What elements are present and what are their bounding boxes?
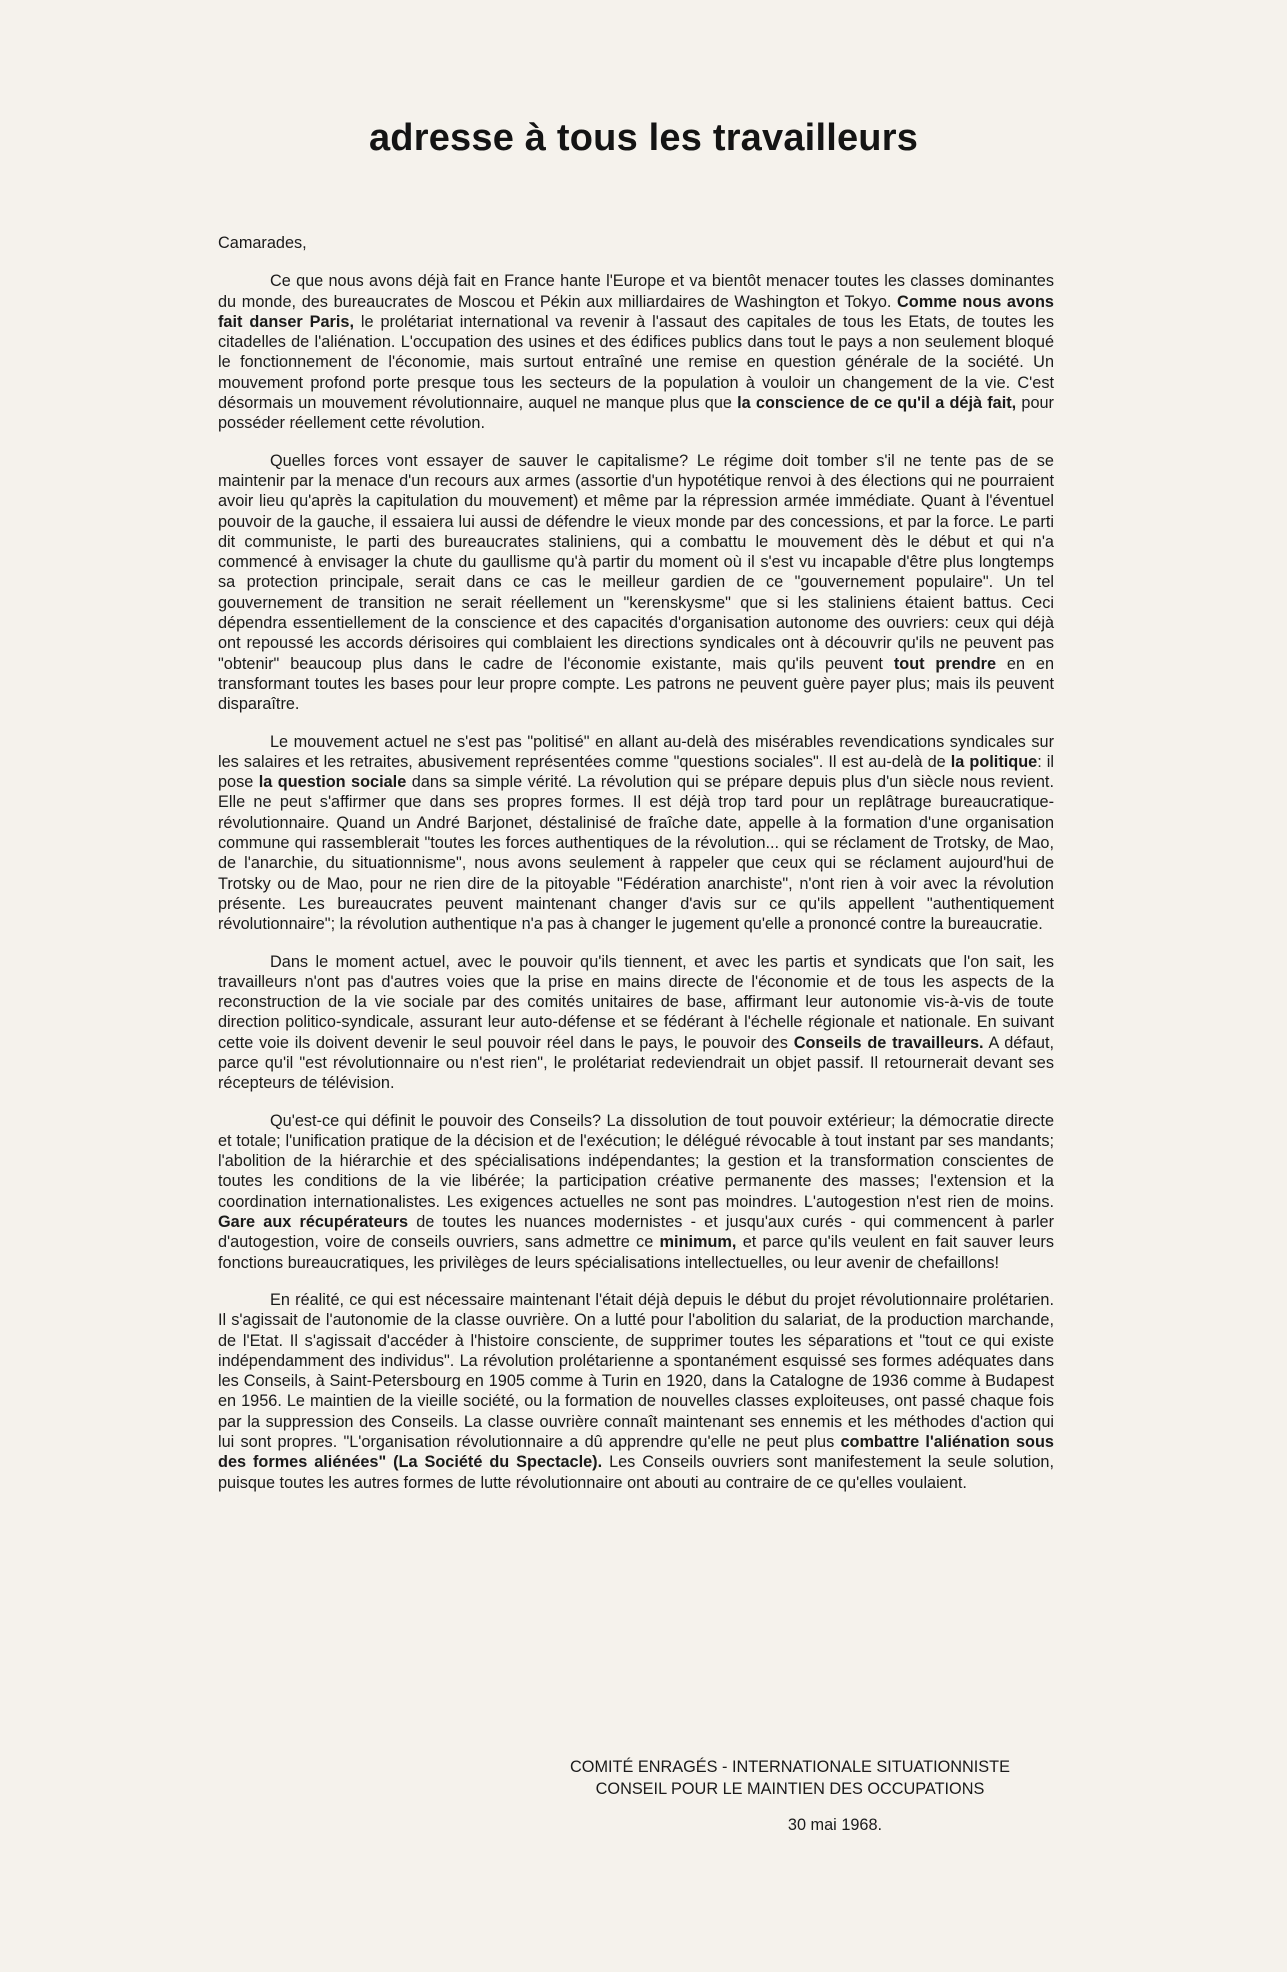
- paragraph-2: [218, 451, 1054, 715]
- text-run: dans sa simple vérité. La révolution qui se prépare depuis plus d'un siècle nous revient. Elle ne peut s'affirmer que dans ses propres formes. Il est déjà trop tard pour un replâtrage bureaucratique-révolutionnaire. Quand un André Barjonet, déstalinisé de fraîche date, appelle à la formation d'une organisation commune qui rassemblerait "toutes les forces authentiques de la révolution... qui se réclament de Trotsky, de Mao, de l'anarchie, du situationnisme", nous avons seulement à rappeler que ceux qui se réclament aujourd'hui de Trotsky ou de Mao, pour ne rien dire de la pitoyable "Fédération anarchiste", n'ont rien à voir avec la révolution présente. Les bureaucrates peuvent maintenant changer d'avis sur ce qu'ils appellent "authentiquement révolutionnaire"; la révolution authentique n'a pas à changer le jugement qu'elle a prononcé contre la bureaucratie.: [218, 773, 1054, 934]
- text-run: Les Conseils ouvriers sont manifestement la seule solution, puisque toutes les autres formes de lutte révolutionnaire ont abouti au contraire de ce qu'elles voulaient.: [218, 1453, 1055, 1492]
- document-body: [218, 233, 1054, 1493]
- signature-block: [520, 1756, 1060, 1836]
- bold-phrase: combattre l'aliénation sous des formes aliénées" (La Société du Spectacle).: [218, 1433, 1054, 1472]
- text-run: le prolétariat international va revenir à l'assaut des capitales de tous les Etats, de toutes les citadelles de l'aliénation. L'occupation des usines et des édifices publics dans tout le pays a non seulement bloqué le fonctionnement de l'économie, mais surtout entraîné une remise en question générale de la société. Un mouvement profond porte presque tous les secteurs de la population à vouloir un changement de la vie. C'est désormais un mouvement révolutionnaire, auquel ne manque plus que: [218, 312, 1055, 413]
- paragraph-5: [218, 1111, 1054, 1273]
- text-run: Quelles forces vont essayer de sauver le capitalisme? Le régime doit tomber s'il ne tente pas de se maintenir par la menace d'un recours aux armes (assortie d'un hypotétique renvoi à des élections qui ne pourraient avoir lieu qu'après la capitulation du mouvement) et même par la répression armée immédiate. Quant à l'éventuel pouvoir de la gauche, il essaiera lui aussi de défendre le vieux monde par des concessions, et par la force. Le parti dit communiste, le parti des bureaucrates staliniens, qui a combattu le mouvement dès le début et qui n'a commencé à envisager la chute du gaullisme qu'à partir du moment où il s'est vu incapable d'être plus longtemps sa protection principale, serait dans ce cas le meilleur gardien de ce "gouvernement populaire". Un tel gouvernement de transition ne serait réellement un "kerenskysme" que si les staliniens étaient battus. Ceci dépendra essentiellement de la conscience et des capacités d'organisation autonome des ouvriers: ceux qui déjà ont repoussé les accords dérisoires qui comblaient les directions syndicales ont à découvrir qu'ils ne peuvent pas "obtenir" beaucoup plus dans le cadre de l'économie existante, mais qu'ils peuvent: [218, 451, 1054, 673]
- text-run: En réalité, ce qui est nécessaire maintenant l'était déjà depuis le début du projet révolutionnaire prolétarien. Il s'agissait de l'autonomie de la classe ouvrière. On a lutté pour l'abolition du salariat, de la production marchande, de l'Etat. Il s'agissait d'accéder à l'histoire consciente, de supprimer toutes les séparations et "tout ce qui existe indépendamment des individus". La révolution prolétarienne a spontanément esquissé ses formes adéquates dans les Conseils, à Saint-Petersbourg en 1905 comme à Turin en 1920, dans la Catalogne de 1936 comme à Budapest en 1956. Le maintien de la vieille société, ou la formation de nouvelles classes exploiteuses, ont passé chaque fois par la suppression des Conseils. La classe ouvrière connaît maintenant ses ennemis et les méthodes d'action qui lui sont propres. "L'organisation révolutionnaire a dû apprendre qu'elle ne peut plus: [218, 1290, 1054, 1452]
- text-run: Ce que nous avons déjà fait en France hante l'Europe et va bientôt menacer toutes les classes dominantes du monde, des bureaucrates de Moscou et Pékin aux milliardaires de Washington et Tokyo.: [218, 272, 1054, 311]
- document-title: adresse à tous les travailleurs: [368, 117, 919, 160]
- bold-phrase: tout prendre: [893, 654, 997, 673]
- text-run: Qu'est-ce qui définit le pouvoir des Conseils? La dissolution de tout pouvoir extérieur; la démocratie directe et totale; l'unification pratique de la décision et de l'exécution; le délégué révocable à tout instant par ses mandants; l'abolition de la hiérarchie et des spécialisations indépendantes; la gestion et la transformation conscientes de toutes les conditions de la vie libérée; la participation créative permanente des masses; l'extension et la coordination internationalistes. Les exigences actuelles ne sont pas moindres. L'autogestion n'est rien de moins.: [218, 1111, 1054, 1211]
- signature-line-2: CONSEIL POUR LE MAINTIEN DES OCCUPATIONS: [595, 1780, 985, 1798]
- bold-phrase: la conscience de ce qu'il a déjà fait,: [737, 394, 1017, 413]
- text-run: de toutes les nuances modernistes - et jusqu'aux curés - qui commencent à parler d'autogestion, voire de conseils ouvriers, sans admettre ce: [218, 1213, 1055, 1252]
- bold-phrase: Comme nous avons fait danser Paris,: [218, 292, 1054, 331]
- salutation: Camarades,: [218, 234, 307, 252]
- paragraph-1: [218, 271, 1054, 433]
- text-run: et parce qu'ils veulent en fait sauver leurs fonctions bureaucratiques, les privilèges de leurs spécialisations intellectuelles, ou leur avenir de chefaillons!: [218, 1233, 1054, 1272]
- text-run: Le mouvement actuel ne s'est pas "politisé" en allant au-delà des misérables revendications syndicales sur les salaires et les retraites, abusivement représentées comme "questions sociales". Il est au-delà de: [218, 732, 1054, 771]
- text-run: : il pose: [218, 752, 1055, 792]
- text-run: A défaut, parce qu'il "est révolutionnaire ou n'est rien", le prolétariat redeviendrait un objet passif. Il retournerait devant ses récepteurs de télévision.: [218, 1033, 1054, 1093]
- paragraph-3: [218, 732, 1054, 935]
- bold-phrase: Conseils de travailleurs.: [793, 1033, 984, 1052]
- signature-line-1: COMITÉ ENRAGÉS - INTERNATIONALE SITUATIONNISTE: [570, 1758, 1010, 1776]
- text-run: Dans le moment actuel, avec le pouvoir qu'ils tiennent, et avec les partis et syndicats que l'on sait, les travailleurs n'ont pas d'autres voies que la prise en mains directe de l'économie et de tous les aspects de la reconstruction de la vie sociale par des comités unitaires de base, affirmant leur autonomie vis-à-vis de toute direction politico-syndicale, assurant leur auto-défense et se fédérant à l'échelle régionale et nationale. En suivant cette voie ils doivent devenir le seul pouvoir réel dans le pays, le pouvoir des: [218, 952, 1054, 1052]
- text-run: pour posséder réellement cette révolution.: [218, 394, 1054, 433]
- text-run: en en transformant toutes les bases pour leur propre compte. Les patrons ne peuvent guère payer plus; mais ils peuvent disparaître.: [218, 654, 1054, 714]
- bold-phrase: la politique: [950, 752, 1038, 771]
- bold-phrase: la question sociale: [258, 773, 407, 792]
- document-date: 30 mai 1968.: [787, 1816, 883, 1834]
- bold-phrase: Gare aux récupérateurs: [218, 1213, 409, 1232]
- paragraph-4: [218, 952, 1054, 1094]
- paragraph-6: [218, 1290, 1054, 1493]
- bold-phrase: minimum,: [659, 1233, 737, 1252]
